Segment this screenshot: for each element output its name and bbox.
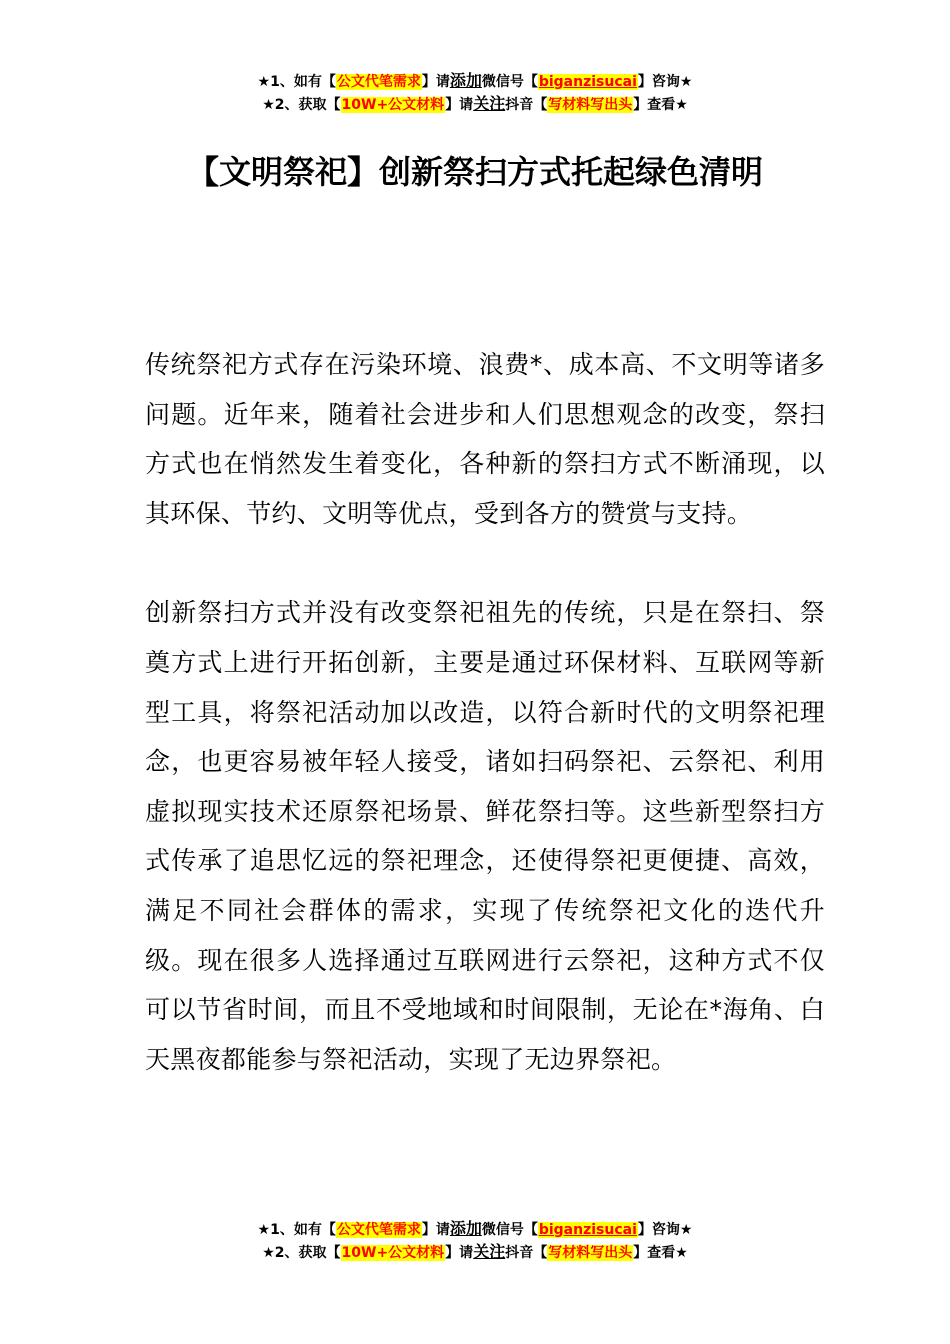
promo-line-2 [0, 92, 950, 115]
star-icon: ★ [679, 74, 693, 90]
document-body [145, 340, 825, 1134]
promo-highlight-materials: 10W+公文材料 [341, 97, 445, 113]
paragraph-2: 创新祭扫方式并没有改变祭祀祖先的传统，只是在祭扫、祭奠方式上进行开拓创新，主要是通过环保材料、互联网等新型工具，将祭祀活动加以改造，以符合新时代的文明祭祀理念，也更容易被年轻人接受，诸如扫码祭祀、云祭祀、利用虚拟现实技术还原祭祀场景、鲜花祭扫等。这些新型祭扫方式传承了追思忆远的祭祀理念，还使得祭祀更便捷、高效，满足不同社会群体的需求，实现了传统祭祀文化的迭代升级。现在很多人选择通过互联网进行云祭祀，这种方式不仅可以节省时间，而且不受地域和时间限制，无论在*海角、白天黑夜都能参与祭祀活动，实现了无边界祭祀。 [145, 598, 825, 1074]
promo-emphasis-follow: 关注 [473, 1242, 506, 1261]
star-icon: ★ [257, 74, 271, 90]
promo-text: 1、如有【 [270, 1222, 336, 1238]
star-icon: ★ [262, 1245, 275, 1261]
promo-line-2 [0, 1240, 950, 1263]
promo-header [0, 69, 950, 115]
promo-text: 微信号【 [481, 74, 538, 90]
document-title: 【文明祭祀】创新祭扫方式托起绿色清明 [186, 153, 763, 191]
promo-text: 抖音【 [505, 1245, 548, 1261]
promo-text: 2、获取【 [274, 97, 341, 113]
promo-text: 抖音【 [505, 97, 548, 113]
promo-highlight-ghostwriting: 公文代笔需求 [336, 74, 421, 90]
promo-text: 】请 [445, 97, 474, 113]
star-icon: ★ [679, 1222, 693, 1238]
promo-footer [0, 1217, 950, 1263]
promo-text: 1、如有【 [270, 74, 336, 90]
star-icon: ★ [262, 97, 275, 113]
promo-text: 】请 [421, 74, 450, 90]
promo-emphasis-add: 添加 [449, 1219, 482, 1238]
promo-line-1 [0, 1217, 950, 1240]
promo-text: 】咨询 [637, 74, 680, 90]
promo-text: 2、获取【 [274, 1245, 341, 1261]
promo-text: 】查看 [633, 1245, 676, 1261]
star-icon: ★ [257, 1222, 271, 1238]
star-icon: ★ [675, 97, 688, 113]
promo-text: 】咨询 [637, 1222, 680, 1238]
wechat-id-link[interactable]: biganzisucai [538, 74, 637, 90]
paragraph-1: 传统祭祀方式存在污染环境、浪费*、成本高、不文明等诸多问题。近年来，随着社会进步和人们思想观念的改变，祭扫方式也在悄然发生着变化，各种新的祭扫方式不断涌现，以其环保、节约、文明等优点，受到各方的赞赏与支持。 [145, 350, 825, 528]
promo-highlight-ghostwriting: 公文代笔需求 [336, 1222, 421, 1238]
promo-text: 】请 [445, 1245, 474, 1261]
promo-emphasis-follow: 关注 [473, 94, 506, 113]
promo-text: 微信号【 [481, 1222, 538, 1238]
wechat-id-link[interactable]: biganzisucai [538, 1222, 637, 1238]
promo-text: 】请 [421, 1222, 450, 1238]
promo-emphasis-add: 添加 [449, 71, 482, 90]
star-icon: ★ [675, 1245, 688, 1261]
promo-highlight-douyin: 写材料写出头 [548, 97, 633, 113]
promo-highlight-materials: 10W+公文材料 [341, 1245, 445, 1261]
promo-text: 】查看 [633, 97, 676, 113]
promo-highlight-douyin: 写材料写出头 [548, 1245, 633, 1261]
promo-line-1 [0, 69, 950, 92]
